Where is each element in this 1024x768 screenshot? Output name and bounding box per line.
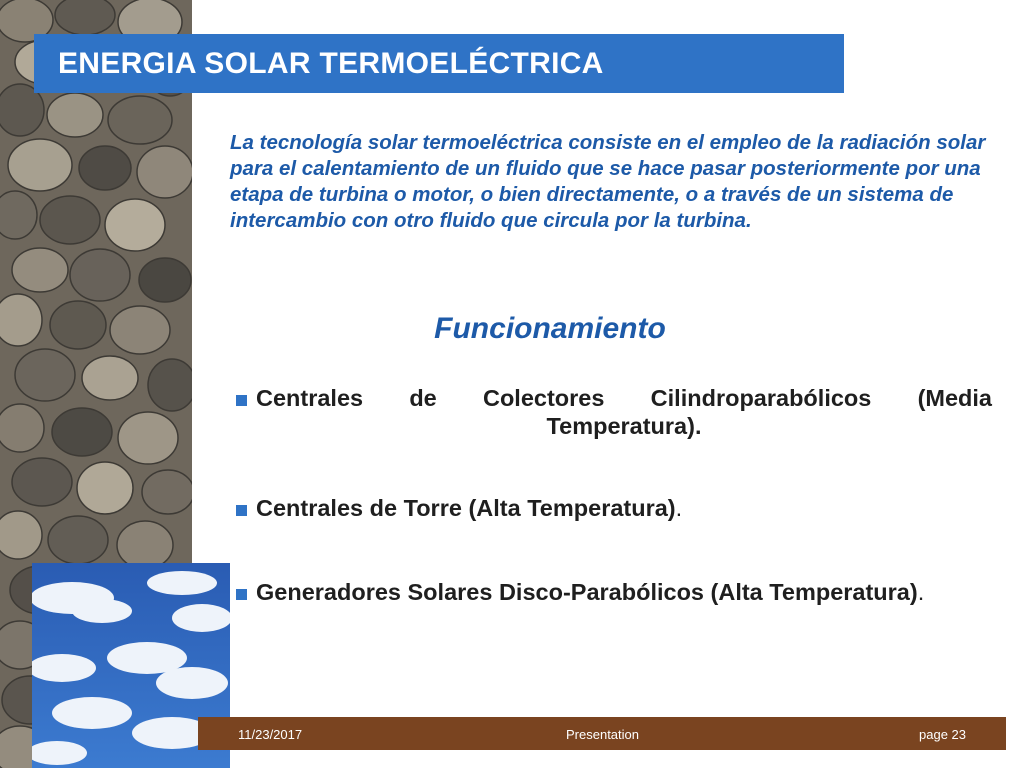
square-bullet-icon — [236, 395, 247, 406]
footer-date: 11/23/2017 — [238, 727, 303, 742]
title-bar — [34, 34, 844, 93]
footer-bar — [198, 717, 1006, 750]
square-bullet-icon — [236, 589, 247, 600]
bullet-text: Centrales de Colectores Cilindroparabólicos (Media Temperatura). — [256, 385, 992, 439]
bullet-text: Generadores Solares Disco-Parabólicos (Alta Temperatura) — [256, 579, 918, 605]
slide-title: ENERGIA SOLAR TERMOELÉCTRICA — [58, 46, 604, 80]
section-heading: Funcionamiento — [434, 312, 666, 345]
list-item — [232, 494, 992, 522]
list-item — [232, 578, 992, 606]
intro-paragraph: La tecnología solar termoeléctrica consiste en el empleo de la radiación solar para el calentamiento de un fluido que se hace pasar posteriormente por una etapa de turbina o motor, o bien directamente, o a través de un sistema de intercambio con otro fluido que circula por la turbina. — [230, 131, 986, 232]
bullet-text: Centrales de Torre (Alta Temperatura) — [256, 495, 676, 521]
bullet-suffix: . — [675, 495, 683, 521]
footer-presentation-label: Presentation — [566, 727, 639, 742]
square-bullet-icon — [236, 505, 247, 516]
bullet-suffix: . — [917, 579, 925, 605]
footer-page-number: page 23 — [919, 727, 966, 742]
list-item — [232, 384, 992, 440]
